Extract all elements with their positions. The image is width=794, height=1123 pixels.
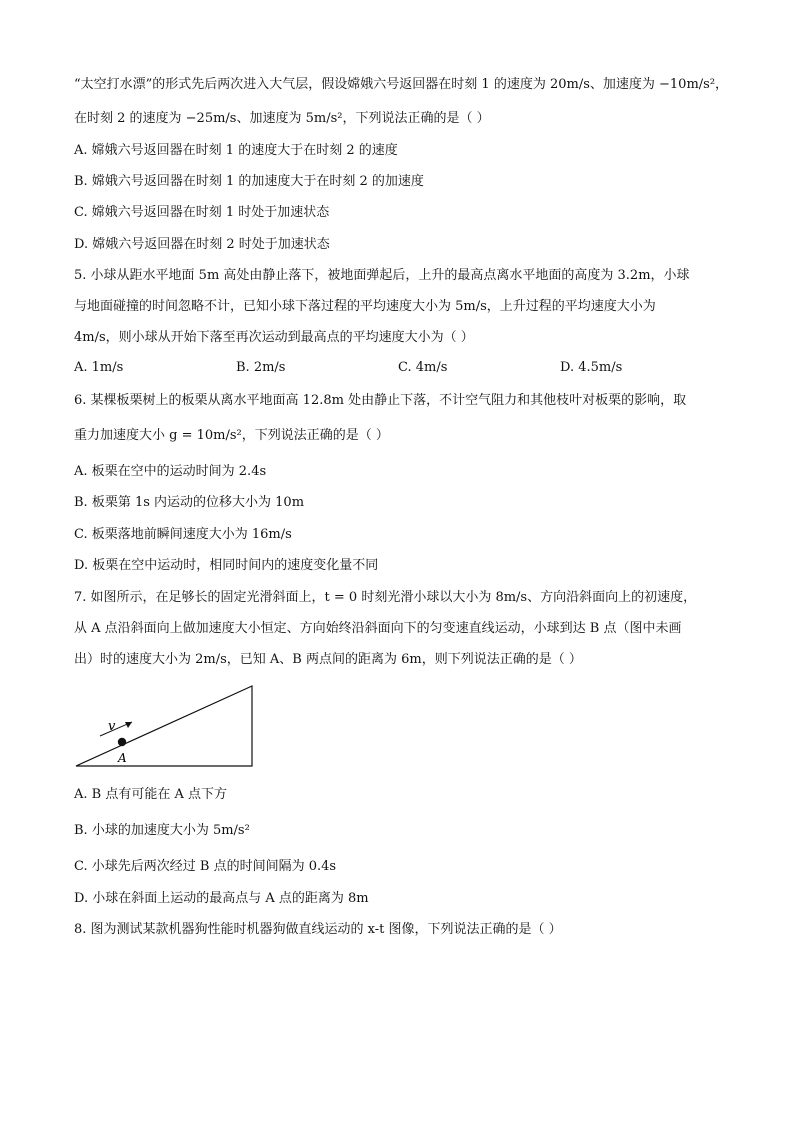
velocity-label: v [108, 719, 116, 734]
q5-option-b: B. 2m/s [236, 360, 286, 375]
q5-option-d: D. 4.5m/s [560, 360, 623, 375]
q4-option-a: A. 嫦娥六号返回器在时刻 1 的速度大于在时刻 2 的速度 [74, 143, 398, 158]
ball [118, 738, 126, 746]
incline-figure [70, 680, 260, 772]
q4-stem-line-2: 在时刻 2 的速度为 −25m/s、加速度为 5m/s²，下列说法正确的是（ ） [74, 111, 490, 126]
q7-stem-line-2: 从 A 点沿斜面向上做加速度大小恒定、方向始终沿斜面向下的匀变速直线运动，小球到达 B 点（图中未画 [74, 621, 682, 636]
q6-option-b: B. 板栗第 1s 内运动的位移大小为 10m [74, 495, 305, 510]
q6-option-a: A. 板栗在空中的运动时间为 2.4s [74, 464, 267, 479]
q8-stem-line-1: 8. 图为测试某款机器狗性能时机器狗做直线运动的 x-t 图像，下列说法正确的是（ ） [74, 922, 562, 937]
point-a-label: A [118, 751, 127, 765]
q5-option-a: A. 1m/s [74, 360, 124, 375]
q4-option-b: B. 嫦娥六号返回器在时刻 1 的加速度大于在时刻 2 的加速度 [74, 174, 424, 189]
q4-option-d: D. 嫦娥六号返回器在时刻 2 时处于加速状态 [74, 237, 330, 252]
q6-option-d: D. 板栗在空中运动时，相同时间内的速度变化量不同 [74, 558, 379, 573]
q4-option-c: C. 嫦娥六号返回器在时刻 1 时处于加速状态 [74, 205, 330, 220]
q5-stem-line-3: 4m/s，则小球从开始下落至再次运动到最高点的平均速度大小为（ ） [74, 330, 474, 345]
q6-option-c: C. 板栗落地前瞬间速度大小为 16m/s [74, 527, 292, 542]
incline-triangle [76, 686, 252, 766]
q5-options-row [74, 360, 734, 375]
q5-stem-line-2: 与地面碰撞的时间忽略不计，已知小球下落过程的平均速度大小为 5m/s，上升过程的平均速度大小为 [74, 299, 656, 314]
q4-stem-line-1: “太空打水漂”的形式先后两次进入大气层，假设嫦娥六号返回器在时刻 1 的速度为 20m/s、加速度为 −10m/s²， [74, 77, 729, 92]
q5-stem-line-1: 5. 小球从距水平地面 5m 高处由静止落下，被地面弹起后，上升的最高点离水平地面的高度为 3.2m，小球 [74, 268, 690, 283]
q7-option-c: C. 小球先后两次经过 B 点的时间间隔为 0.4s [74, 859, 337, 874]
q6-stem-line-2: 重力加速度大小 g = 10m/s²，下列说法正确的是（ ） [74, 428, 389, 443]
q5-option-c: C. 4m/s [398, 360, 448, 375]
q7-stem-line-1: 7. 如图所示，在足够长的固定光滑斜面上，t = 0 时刻光滑小球以大小为 8m/s、方向沿斜面向上的初速度， [74, 590, 697, 605]
q7-option-b: B. 小球的加速度大小为 5m/s² [74, 823, 250, 838]
q7-option-d: D. 小球在斜面上运动的最高点与 A 点的距离为 8m [74, 891, 369, 906]
q7-stem-line-3: 出）时的速度大小为 2m/s，已知 A、B 两点间的距离为 6m，则下列说法正确的是（ ） [74, 652, 582, 667]
q6-stem-line-1: 6. 某棵板栗树上的板栗从离水平地面高 12.8m 处由静止下落，不计空气阻力和其他枝叶对板栗的影响，取 [74, 393, 687, 408]
q7-option-a: A. B 点有可能在 A 点下方 [74, 787, 227, 802]
